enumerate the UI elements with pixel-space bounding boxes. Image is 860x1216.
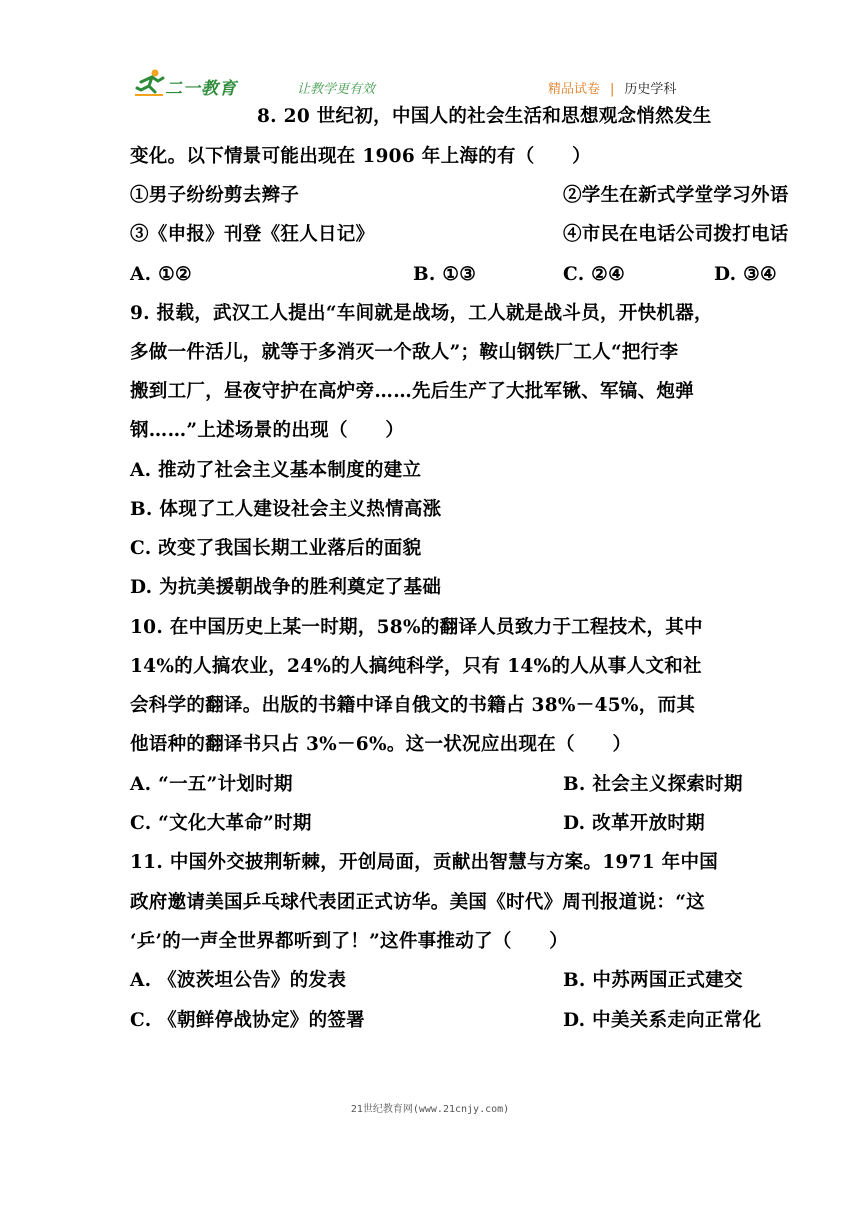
page-footer: 21世纪教育网(www.21cnjy.com) bbox=[350, 1104, 510, 1115]
q9-line-1: 9. 报载，武汉工人提出“车间就是战场，工人就是战斗员，开快机器， bbox=[130, 303, 713, 324]
q8-option-d[interactable]: D. ③④ bbox=[714, 264, 777, 285]
q9-option-d[interactable]: D. 为抗美援朝战争的胜利奠定了基础 bbox=[130, 577, 442, 598]
q9-line-3: 搬到工厂，昼夜守护在高炉旁……先后生产了大批军锹、军镐、炮弹 bbox=[130, 381, 695, 402]
q11-option-d[interactable]: D. 中美关系走向正常化 bbox=[563, 1010, 762, 1031]
q11-option-a[interactable]: A. 《波茨坦公告》的发表 bbox=[130, 970, 347, 991]
q10-option-d[interactable]: D. 改革开放时期 bbox=[563, 813, 705, 834]
q10-options-row-1 bbox=[130, 773, 743, 797]
q10-options-row-2 bbox=[130, 812, 705, 836]
q8-item-4: ④市民在电话公司拨打电话 bbox=[563, 224, 789, 245]
q8-item-2: ②学生在新式学堂学习外语 bbox=[563, 185, 789, 206]
q8-option-b[interactable]: B. ①③ bbox=[413, 264, 477, 285]
q11-line-2: 政府邀请美国乒乓球代表团正式访华。美国《时代》周刊报道说：“这 bbox=[130, 892, 705, 913]
q9-option-b[interactable]: B. 体现了工人建设社会主义热情高涨 bbox=[130, 499, 442, 520]
q9-option-c[interactable]: C. 改变了我国长期工业落后的面貌 bbox=[130, 538, 422, 559]
q10-line-3: 会科学的翻译。出版的书籍中译自俄文的书籍占 38%－45%，而其 bbox=[130, 695, 696, 716]
q9-option-a[interactable]: A. 推动了社会主义基本制度的建立 bbox=[130, 460, 422, 481]
q11-option-b[interactable]: B. 中苏两国正式建交 bbox=[563, 970, 743, 991]
q11-line-1: 11. 中国外交披荆斩棘，开创局面，贡献出智慧与方案。1971 年中国 bbox=[130, 852, 719, 873]
header-slogan: 让教学更有效 bbox=[297, 82, 376, 97]
header-right bbox=[548, 78, 676, 97]
page-header bbox=[0, 68, 860, 108]
header-separator: | bbox=[610, 82, 615, 97]
q8-items-row-2 bbox=[130, 223, 789, 247]
header-subject: 历史学科 bbox=[624, 82, 677, 97]
q9-line-4: 钢……”上述场景的出现（ ） bbox=[130, 420, 405, 441]
q8-item-1: ①男子纷纷剪去辫子 bbox=[130, 185, 300, 206]
q11-options-row-2 bbox=[130, 1009, 762, 1033]
q11-options-row-1 bbox=[130, 969, 743, 993]
q8-line-2: 变化。以下情景可能出现在 1906 年上海的有（ ） bbox=[130, 146, 591, 167]
q10-option-a[interactable]: A. “一五”计划时期 bbox=[130, 774, 293, 795]
q8-line-1: 8. 20 世纪初，中国人的社会生活和思想观念悄然发生 bbox=[257, 106, 712, 127]
q10-option-b[interactable]: B. 社会主义探索时期 bbox=[563, 774, 743, 795]
q10-line-1: 10. 在中国历史上某一时期，58%的翻译人员致力于工程技术，其中 bbox=[130, 617, 703, 638]
q11-option-c[interactable]: C. 《朝鲜停战协定》的签署 bbox=[130, 1010, 365, 1031]
q8-option-a[interactable]: A. ①② bbox=[130, 264, 192, 285]
brand-logo bbox=[133, 68, 253, 102]
q8-option-c[interactable]: C. ②④ bbox=[563, 264, 625, 285]
q10-option-c[interactable]: C. “文化大革命”时期 bbox=[130, 813, 312, 834]
q10-line-2: 14%的人搞农业，24%的人搞纯科学，只有 14%的人从事人文和社 bbox=[130, 656, 702, 677]
runner-icon bbox=[133, 68, 167, 98]
q8-options-row bbox=[130, 263, 777, 287]
q11-line-3: ‘乒’的一声全世界都听到了！”这件事推动了（ ） bbox=[130, 931, 569, 952]
q10-line-4: 他语种的翻译书只占 3%－6%。这一状况应出现在（ ） bbox=[130, 734, 632, 755]
q8-items-row-1 bbox=[130, 184, 789, 208]
q9-line-2: 多做一件活儿，就等于多消灭一个敌人”；鞍山钢铁厂工人“把行李 bbox=[130, 342, 679, 363]
logo-text: 二一教育 bbox=[165, 79, 237, 99]
header-category: 精品试卷 bbox=[548, 82, 601, 97]
q8-item-3: ③《申报》刊登《狂人日记》 bbox=[130, 224, 375, 245]
